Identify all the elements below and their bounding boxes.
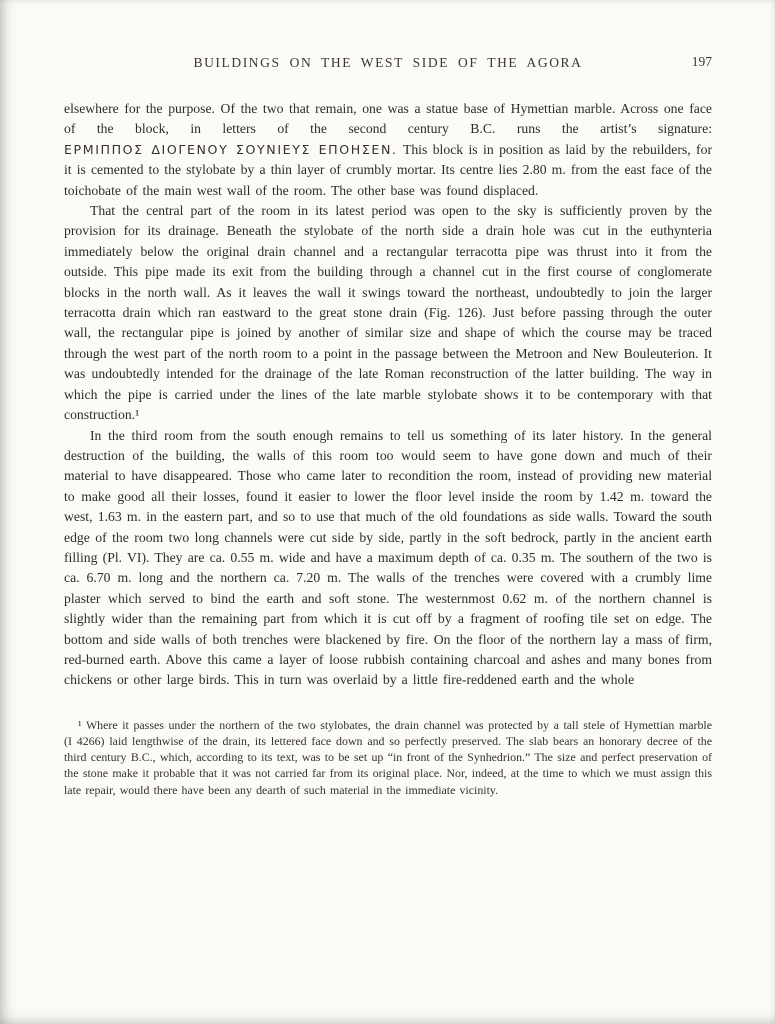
footnote <box>64 717 712 798</box>
footnote-text: ¹ Where it passes under the northern of the two stylobates, the drain channel was protected by a tall stele of Hymettian marble (I 4266) laid lengthwise of the drain, its lettered face down and so perfectly preserved. The slab bears an honorary decree of the third century B.C., which, according to its text, was to be set up “in front of the Synhedrion.” The size and perfect preservation of the stone make it probable that it was not carried far from its original place. Nor, indeed, at the time to which we must assign this late repair, would there have been any dearth of such material in the immediate vicinity. <box>64 717 712 797</box>
paragraph-1 <box>64 99 712 201</box>
paragraph-2: That the central part of the room in its latest period was open to the sky is sufficiently proven by the provision for its drainage. Beneath the stylobate of the north side a drain hole was cut in the euthynteria immediately below the original drain channel and a rectangular terracotta pipe was thrust into it from the outside. This pipe made its exit from the building through a channel cut in the first course of conglomerate blocks in the north wall. As it leaves the wall it swings toward the northeast, undoubtedly to join the larger terracotta drain which ran eastward to the great stone drain (Fig. 126). Just before passing through the outer wall, the rectangular pipe is joined by another of similar size and shape of which the course may be traced through the west part of the north room to a point in the passage between the Metroon and New Bouleuterion. It was undoubtedly intended for the drainage of the late Roman reconstruction of the latter building. The way in which the pipe is carried under the lines of the late marble stylobate shows it to be contemporary with that construction.¹ <box>64 203 712 423</box>
body-text <box>64 99 712 691</box>
greek-inscription: ΕΡΜΙΠΠΟΣ ΔΙΟΓΕΝΟΥ ΣΟΥΝΙΕΥΣ ΕΠΟΗΣΕΝ. <box>64 141 398 157</box>
running-title: BUILDINGS ON THE WEST SIDE OF THE AGORA <box>193 55 583 70</box>
page-header <box>64 54 712 72</box>
paragraph-1-text-before: elsewhere for the purpose. Of the two that remain, one was a statue base of Hymettian marble. Across one face of the block, in letters of the second century B.C. runs the artist’s signature: <box>64 101 712 137</box>
paragraph-1-text-after: This block is in position as laid by the rebuilders, for it is cemented to the stylobate by a thin layer of crumbly mortar. Its centre lies 2.80 m. from the east face of the toichobate of the main west wall of the room. The other base was found displaced. <box>64 141 713 198</box>
page-number: 197 <box>691 54 712 69</box>
paragraph-3: In the third room from the south enough remains to tell us something of its later history. In the general destruction of the building, the walls of this room too would seem to have gone down and much of their material to have disappeared. Those who came later to recondition the room, instead of providing new material to make good all their losses, found it easier to lower the floor level inside the room by 1.42 m. toward the west, 1.63 m. in the eastern part, and so to use that much of the old foundations as side walls. Toward the south edge of the room two long channels were cut side by side, partly in the soft bedrock, partly in the ancient earth filling (Pl. VI). They are ca. 0.55 m. wide and have a maximum depth of ca. 0.35 m. The southern of the two is ca. 6.70 m. long and the northern ca. 7.20 m. The walls of the trenches were covered with a crumbly lime plaster which served to bind the earth and soft stone. The westernmost 0.62 m. of the northern channel is slightly wider than the remaining part from which it is cut off by a fragment of roofing tile set on edge. The bottom and side walls of both trenches were blackened by fire. On the floor of the northern lay a mass of firm, red-burned earth. Above this came a layer of loose rubbish containing charcoal and ashes and many bones from chickens or other large birds. This in turn was overlaid by a little fire-reddened earth and the whole <box>64 427 712 688</box>
